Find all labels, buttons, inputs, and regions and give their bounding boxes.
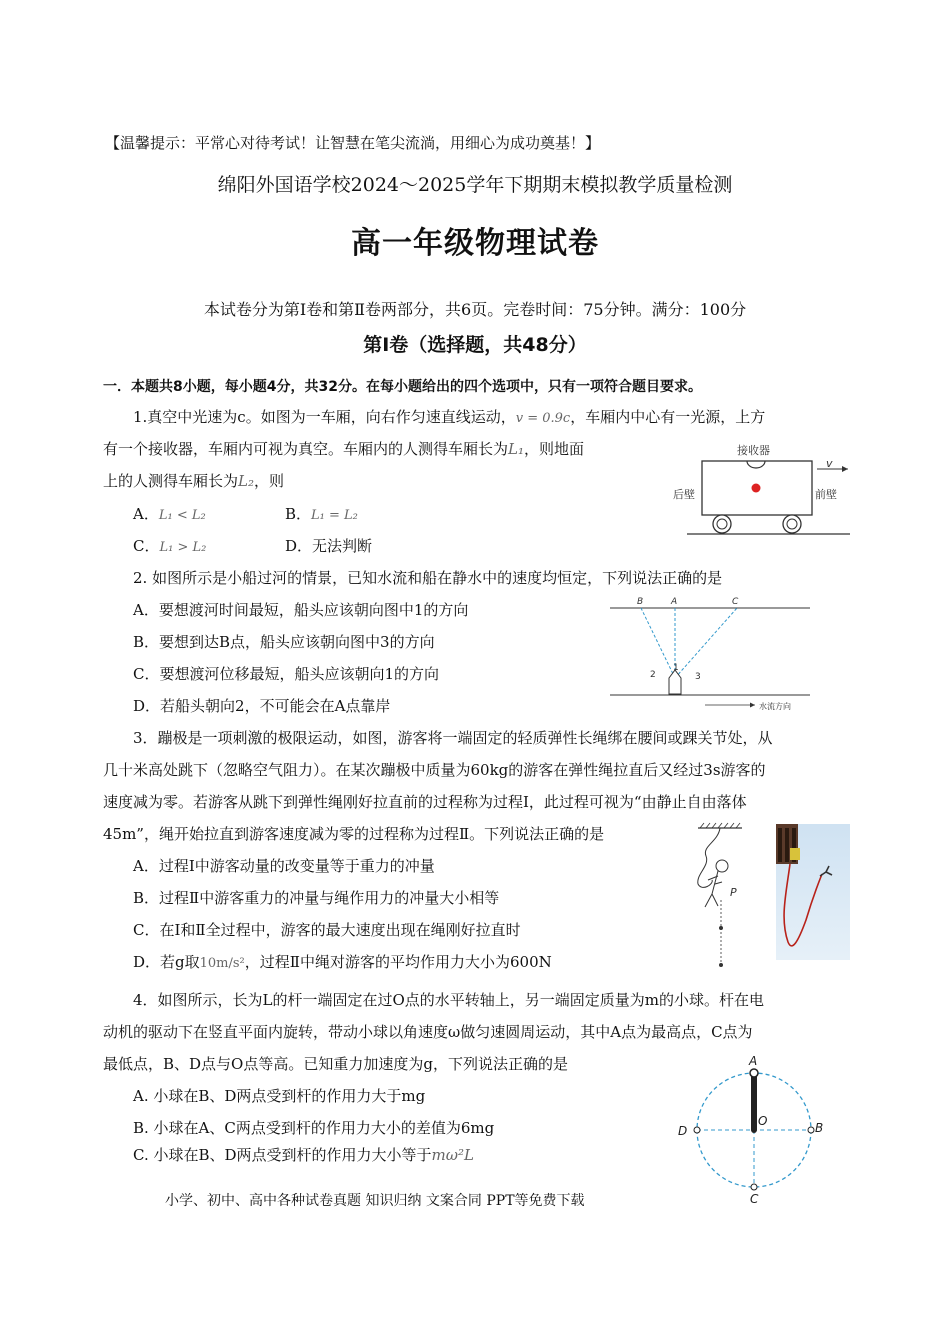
- q1-text-a: 1.真空中光速为c。如图为一车厢，向右作匀速直线运动，: [133, 408, 516, 426]
- point-p-label: P: [730, 886, 737, 899]
- front-wall-label: 前壁: [815, 488, 837, 501]
- platform-hatching: [700, 823, 740, 828]
- point-d-marker: [694, 1127, 700, 1133]
- q4-option-b: B. 小球在A、C两点受到杆的作用力大小的差值为6mg: [133, 1119, 495, 1137]
- q4-option-c-math: mω²L: [431, 1146, 474, 1164]
- exam-intro: 本试卷分为第Ⅰ卷和第Ⅱ卷两部分，共6页。完卷时间：75分钟。满分：100分: [203, 300, 747, 319]
- section-heading: 一．本题共8小题，每小题4分，共32分。在每小题给出的四个选项中，只有一项符合题目要求。: [103, 379, 702, 395]
- q3-line2: 几十米高处跳下（忽略空气阻力）。在某次蹦极中质量为60kg的游客在弹性绳拉直后又经过3s游客的: [103, 761, 766, 779]
- q1-option-c-label: C．: [133, 537, 160, 555]
- q3-option-a: A．过程Ⅰ中游客动量的改变量等于重力的冲量: [133, 857, 435, 875]
- point-a-label: A: [671, 597, 678, 607]
- q3-bungee-diagram: [690, 822, 750, 972]
- q2-option-a: A．要想渡河时间最短，船头应该朝向图中1的方向: [133, 601, 469, 619]
- q1-option-a-label: A．: [133, 505, 159, 523]
- q1-text-c: 有一个接收器，车厢内可视为真空。车厢内的人测得车厢长为: [103, 440, 509, 458]
- q1-option-c: [133, 536, 206, 558]
- q1-option-b-label: B．: [285, 505, 312, 523]
- point-b-marker: [808, 1127, 814, 1133]
- pivot-icon: [751, 1127, 757, 1133]
- q3-option-d-text-b: ，过程Ⅱ中绳对游客的平均作用力大小为600N: [244, 953, 552, 971]
- label-c: C: [750, 1192, 759, 1205]
- q1-option-d-label: D．: [285, 537, 313, 555]
- q3-line3: 速度减为零。若游客从跳下到弹性绳刚好拉直前的过程称为过程Ⅰ，此过程可视为“由静止自由落体: [103, 793, 747, 811]
- q1-option-d: [285, 536, 372, 556]
- point-c-label: C: [732, 597, 739, 607]
- q1-option-c-math: L₁ > L₂: [159, 540, 207, 555]
- q1-text-b: ，车厢内中心有一光源，上方: [570, 408, 766, 426]
- flow-arrowhead: [750, 703, 755, 708]
- q3-line1: 3．蹦极是一项刺激的极限运动，如图，游客将一端固定的轻质弹性长绳绑在腰间或踝关节处，从: [133, 729, 773, 747]
- q1-option-a-math: L₁ < L₂: [158, 508, 206, 523]
- q1-L1-math: L₁: [508, 440, 524, 458]
- path-2-dashed: [641, 608, 675, 678]
- q1-option-d-text: 无法判断: [312, 537, 373, 555]
- q1-text-f: ，则: [254, 472, 285, 490]
- q2-option-b: B．要想到达B点，船头应该朝向图中3的方向: [133, 633, 435, 651]
- tower-beam-2: [785, 828, 789, 862]
- direction-3-label: 3: [695, 672, 701, 682]
- wheel-left-icon: [713, 515, 731, 533]
- label-o: O: [758, 1114, 768, 1128]
- q3-line4: 45m”，绳开始拉直到游客速度减为零的过程称为过程Ⅱ。下列说法正确的是: [103, 825, 605, 843]
- q3-option-d-math: 10m/s²: [199, 956, 245, 971]
- q2-option-d: D．若船头朝向2，不可能会在A点靠岸: [133, 697, 391, 715]
- fall-point-2: [719, 963, 723, 967]
- bungee-rope: [698, 828, 720, 887]
- point-b-label: B: [637, 597, 644, 607]
- back-wall-label: 后壁: [673, 488, 695, 501]
- velocity-arrowhead: [842, 466, 848, 472]
- q1-text-e: 上的人测得车厢长为: [103, 472, 239, 490]
- direction-1-label: 1: [673, 663, 679, 673]
- platform-icon: [790, 848, 800, 860]
- label-b: B: [815, 1121, 824, 1135]
- q3-option-b: B．过程Ⅱ中游客重力的冲量与绳作用力的冲量大小相等: [133, 889, 500, 907]
- q4-line1: 4．如图所示，长为L的杆一端固定在过O点的水平转轴上，另一端固定质量为m的小球。杆在电: [133, 991, 765, 1009]
- q1-line2: [103, 439, 584, 459]
- school-title: 绵阳外国语学校2024～2025学年下期期末模拟教学质量检测: [217, 174, 733, 196]
- light-source-icon: [752, 484, 761, 493]
- jumper-body-icon: [705, 871, 722, 907]
- fall-point-1: [719, 926, 723, 930]
- q4-line3: 最低点，B、D点与O点等高。已知重力加速度为g，下列说法正确的是: [103, 1055, 568, 1073]
- q1-text-d: ，则地面: [524, 440, 585, 458]
- jumper-head-icon: [716, 860, 728, 872]
- q4-option-c: [133, 1145, 474, 1165]
- q1-line3: [103, 471, 284, 491]
- q4-circle-figure: [672, 1055, 832, 1205]
- point-c-marker: [751, 1184, 757, 1190]
- q2-river-figure: [605, 590, 820, 720]
- q1-L2-math: L₂: [238, 472, 254, 490]
- q3-option-c: C．在Ⅰ和Ⅱ全过程中，游客的最大速度出现在绳刚好拉直时: [133, 921, 521, 939]
- q2-option-c: C．要想渡河位移最短，船头应该朝向1的方向: [133, 665, 440, 683]
- q3-bungee-photo: [776, 824, 850, 960]
- wheel-right-icon: [783, 515, 801, 533]
- ball-icon: [750, 1069, 758, 1077]
- tower-beam-1: [778, 828, 782, 862]
- q1-speed-math: v = 0.9c: [515, 411, 571, 426]
- q4-option-a: A. 小球在B、D两点受到杆的作用力大于mg: [133, 1087, 426, 1105]
- label-d: D: [678, 1124, 688, 1138]
- q4-option-c-text: C. 小球在B、D两点受到杆的作用力大小等于: [133, 1146, 432, 1164]
- flow-label: 水流方向: [759, 702, 791, 711]
- path-3-dashed: [675, 608, 737, 678]
- direction-2-label: 2: [650, 670, 656, 680]
- volume-heading: 第Ⅰ卷（选择题，共48分）: [363, 334, 587, 356]
- q4-line2: 动机的驱动下在竖直平面内旋转，带动小球以角速度ω做匀速圆周运动，其中A点为最高点，C点为: [103, 1023, 753, 1041]
- receiver-icon: [747, 461, 765, 468]
- q3-option-d-text-a: D．若g取: [133, 953, 200, 971]
- q1-option-b-math: L₁ = L₂: [311, 508, 358, 523]
- receiver-label: 接收器: [737, 444, 770, 457]
- q2-stem: 2. 如图所示是小船过河的情景，已知水流和船在静水中的速度均恒定，下列说法正确的是: [133, 569, 723, 587]
- q1-line1: [133, 407, 765, 429]
- rod-icon: [751, 1073, 757, 1130]
- q1-option-b: [285, 504, 358, 526]
- velocity-label: v: [826, 457, 833, 470]
- q1-carriage-figure: [665, 440, 865, 540]
- exam-title: 高一年级物理试卷: [351, 226, 599, 261]
- q1-option-a: [133, 504, 206, 526]
- label-a: A: [749, 1055, 758, 1068]
- q3-option-d: [133, 952, 552, 974]
- header-tip: 【温馨提示：平常心对待考试！让智慧在笔尖流淌，用细心为成功奠基！】: [105, 134, 601, 152]
- footer-text: 小学、初中、高中各种试卷真题 知识归纳 文案合同 PPT等免费下载: [165, 1193, 585, 1209]
